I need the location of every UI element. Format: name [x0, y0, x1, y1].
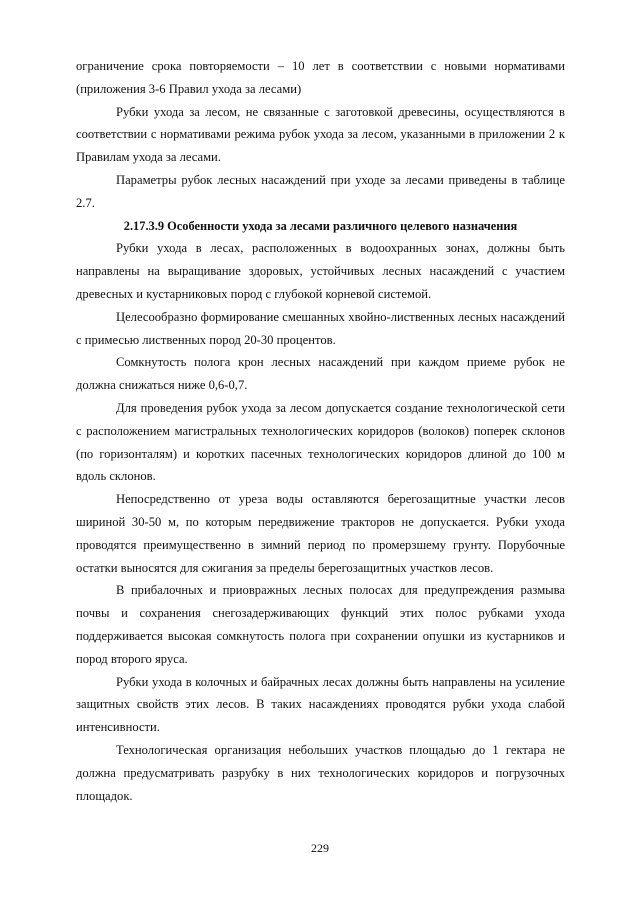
- document-body: [76, 55, 565, 807]
- paragraph-water-protection: Рубки ухода в лесах, расположенных в водоохранных зонах, должны быть направлены на выращивание здоровых, устойчивых лесных насаждений с участием древесных и кустарниковых пород с глубокой корневой системой.: [76, 241, 565, 301]
- section-heading: 2.17.3.9 Особенности ухода за лесами различного целевого назначения: [123, 218, 518, 233]
- page-number: 229: [311, 841, 329, 855]
- paragraph-canopy-density: Сомкнутость полога крон лесных насаждений при каждом приеме рубок не должна снижаться ниже 0,6-0,7.: [76, 355, 565, 393]
- paragraph-continuation: ограничение срока повторяемости – 10 лет в соответствии с новыми нормативами (приложения 3-6 Правил ухода за лесами): [76, 59, 565, 96]
- paragraph-shore-protection: Непосредственно от уреза воды оставляются берегозащитные участки лесов шириной 30-50 м, по которым передвижение тракторов не допускается. Рубки ухода проводятся преимущественно в зимний период по промерзшему грунту. Порубочные остатки выносятся для сжигания за пределы берегозащитных участков лесов.: [76, 492, 565, 575]
- paragraph-technological-network: Для проведения рубок ухода за лесом допускается создание технологической сети с расположением магистральных технологических коридоров (волоков) поперек склонов (по горизонталям) и коротких пасечных технологических коридоров длиной до 100 м вдоль склонов.: [76, 400, 565, 484]
- paragraph-ravine-strips: В прибалочных и приовражных лесных полосах для предупреждения размыва почвы и сохранения снегозадерживающих функций этих полос рубками ухода поддерживается высокая сомкнутость полога при сохранении опушки из кустарников и пород второго яруса.: [76, 583, 565, 666]
- paragraph-small-plots: Технологическая организация небольших участков площадью до 1 гектара не должна предусматривать разрубку в них технологических коридоров и погрузочных площадок.: [76, 742, 565, 803]
- paragraph-kolok-forests: Рубки ухода в колочных и байрачных лесах должны быть направлены на усиление защитных свойств этих лесов. В таких насаждениях проводятся рубки ухода слабой интенсивности.: [76, 674, 565, 735]
- paragraph-thinning-norms: Рубки ухода за лесом, не связанные с заготовкой древесины, осуществляются в соответствии с нормативами режима рубок ухода за лесом, указанными в приложении 2 к Правилам ухода за лесами.: [76, 104, 565, 165]
- paragraph-mixed-stands: Целесообразно формирование смешанных хвойно-лиственных лесных насаждений с примесью лиственных пород 20-30 процентов.: [76, 309, 565, 347]
- paragraph-table-reference: Параметры рубок лесных насаждений при уходе за лесами приведены в таблице 2.7.: [76, 172, 565, 210]
